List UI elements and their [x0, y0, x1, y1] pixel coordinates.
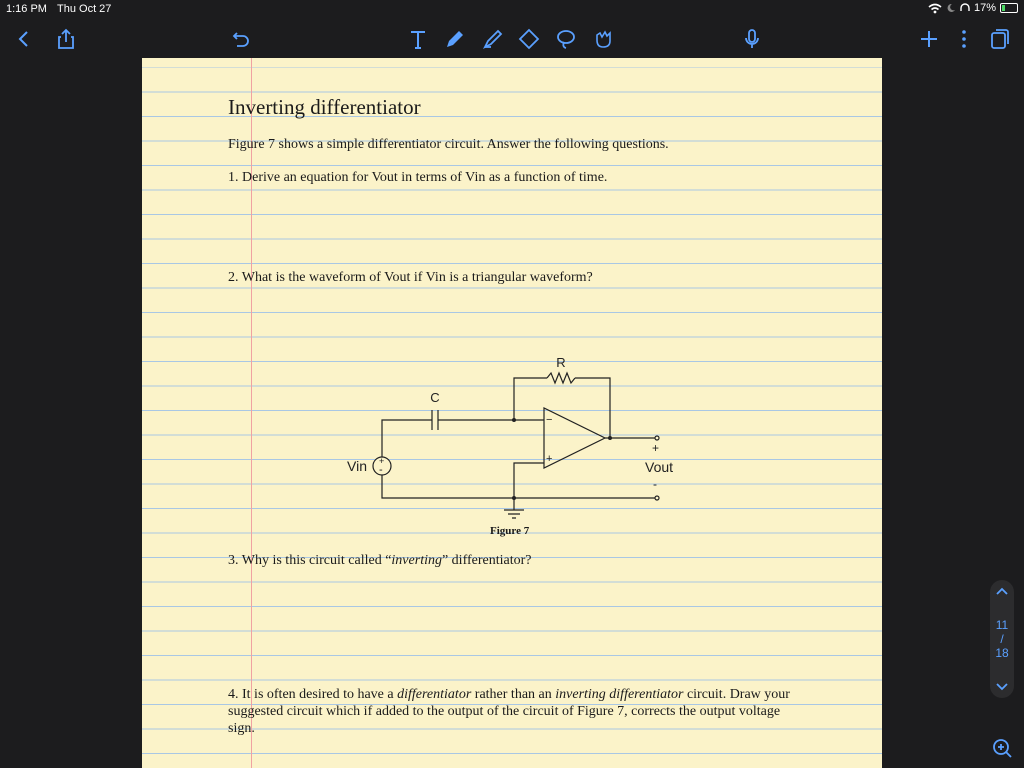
circuit-figure: [332, 348, 692, 548]
status-date: Thu Oct 27: [57, 3, 112, 15]
status-bar: [0, 0, 1024, 18]
total-pages: 18: [995, 646, 1009, 660]
vout-plus-terminal: [655, 436, 659, 440]
battery-icon: [1000, 3, 1018, 13]
intro-text: Figure 7 shows a simple differentiator circuit. Answer the following questions.: [228, 137, 669, 152]
opamp-minus: −: [546, 414, 553, 426]
margin-line: [251, 58, 252, 768]
page-title: Inverting differentiator: [228, 95, 421, 119]
vout-minus-terminal: [655, 496, 659, 500]
ground-symbol: [504, 498, 524, 518]
question-4-emphasis-1: differentiator: [397, 687, 472, 702]
status-time: 1:16 PM: [6, 3, 47, 15]
question-3-part-a: 3. Why is this circuit called “: [228, 553, 392, 568]
lasso-icon[interactable]: [553, 26, 579, 52]
headphones-icon: [960, 3, 970, 13]
feedback-wire-right: [575, 378, 610, 438]
question-3-part-b: ” differentiator?: [441, 553, 532, 568]
highlighter-icon[interactable]: [480, 26, 506, 52]
zoom-in-icon[interactable]: [990, 736, 1014, 760]
noninverting-wire: [514, 463, 544, 498]
hand-icon[interactable]: [590, 26, 616, 52]
status-right: [928, 2, 1018, 14]
battery-percent: 17%: [973, 2, 996, 14]
question-4-part-a: 4. It is often desired to have a: [228, 687, 398, 702]
question-4: [228, 686, 798, 737]
page-up-icon[interactable]: [995, 586, 1009, 596]
current-page: 11: [995, 618, 1009, 632]
moon-icon: [946, 3, 956, 13]
feedback-wire: [514, 378, 547, 420]
question-4-part-c: circuit. Draw your suggested circuit which if added to the output of the circuit of Figure 7, corrects the output voltage sign.: [228, 687, 790, 736]
question-4-emphasis-2: inverting differentiator: [555, 687, 684, 702]
question-3: [228, 553, 532, 569]
resistor-symbol: [547, 373, 575, 383]
eraser-icon[interactable]: [516, 26, 542, 52]
opamp-symbol: [544, 408, 605, 468]
wifi-icon: [928, 3, 942, 14]
question-3-emphasis: inverting: [391, 553, 442, 568]
page-slash: /: [1000, 632, 1004, 646]
vin-plus: +: [379, 456, 385, 466]
vout-plus: +: [652, 441, 660, 455]
opamp-plus: +: [546, 453, 553, 465]
question-2: 2. What is the waveform of Vout if Vin is a triangular waveform?: [228, 270, 593, 285]
question-4-part-b: rather than an: [471, 687, 556, 702]
label-vin: Vin: [347, 458, 367, 474]
text-tool-icon[interactable]: [405, 26, 431, 52]
notebook-page[interactable]: [142, 58, 882, 768]
label-c: C: [430, 390, 440, 405]
question-1: 1. Derive an equation for Vout in terms of Vin as a function of time.: [228, 170, 608, 185]
label-r: R: [556, 355, 566, 370]
pages-icon[interactable]: [986, 26, 1012, 52]
share-icon[interactable]: [53, 26, 79, 52]
pen-icon[interactable]: [442, 26, 468, 52]
toolbar: [0, 18, 1024, 58]
figure-caption: Figure 7: [490, 525, 530, 537]
back-icon[interactable]: [11, 26, 37, 52]
page-down-icon[interactable]: [995, 682, 1009, 692]
page-navigator: [990, 580, 1014, 698]
input-wire-left: [382, 420, 432, 458]
vin-minus: -: [379, 464, 383, 476]
bottom-wire: [382, 474, 655, 498]
undo-icon[interactable]: [228, 26, 254, 52]
page-indicator: [995, 618, 1008, 660]
microphone-icon[interactable]: [739, 26, 765, 52]
add-icon[interactable]: [916, 26, 942, 52]
vout-minus: -: [653, 477, 657, 491]
label-vout: Vout: [645, 459, 674, 475]
more-icon[interactable]: [951, 26, 977, 52]
